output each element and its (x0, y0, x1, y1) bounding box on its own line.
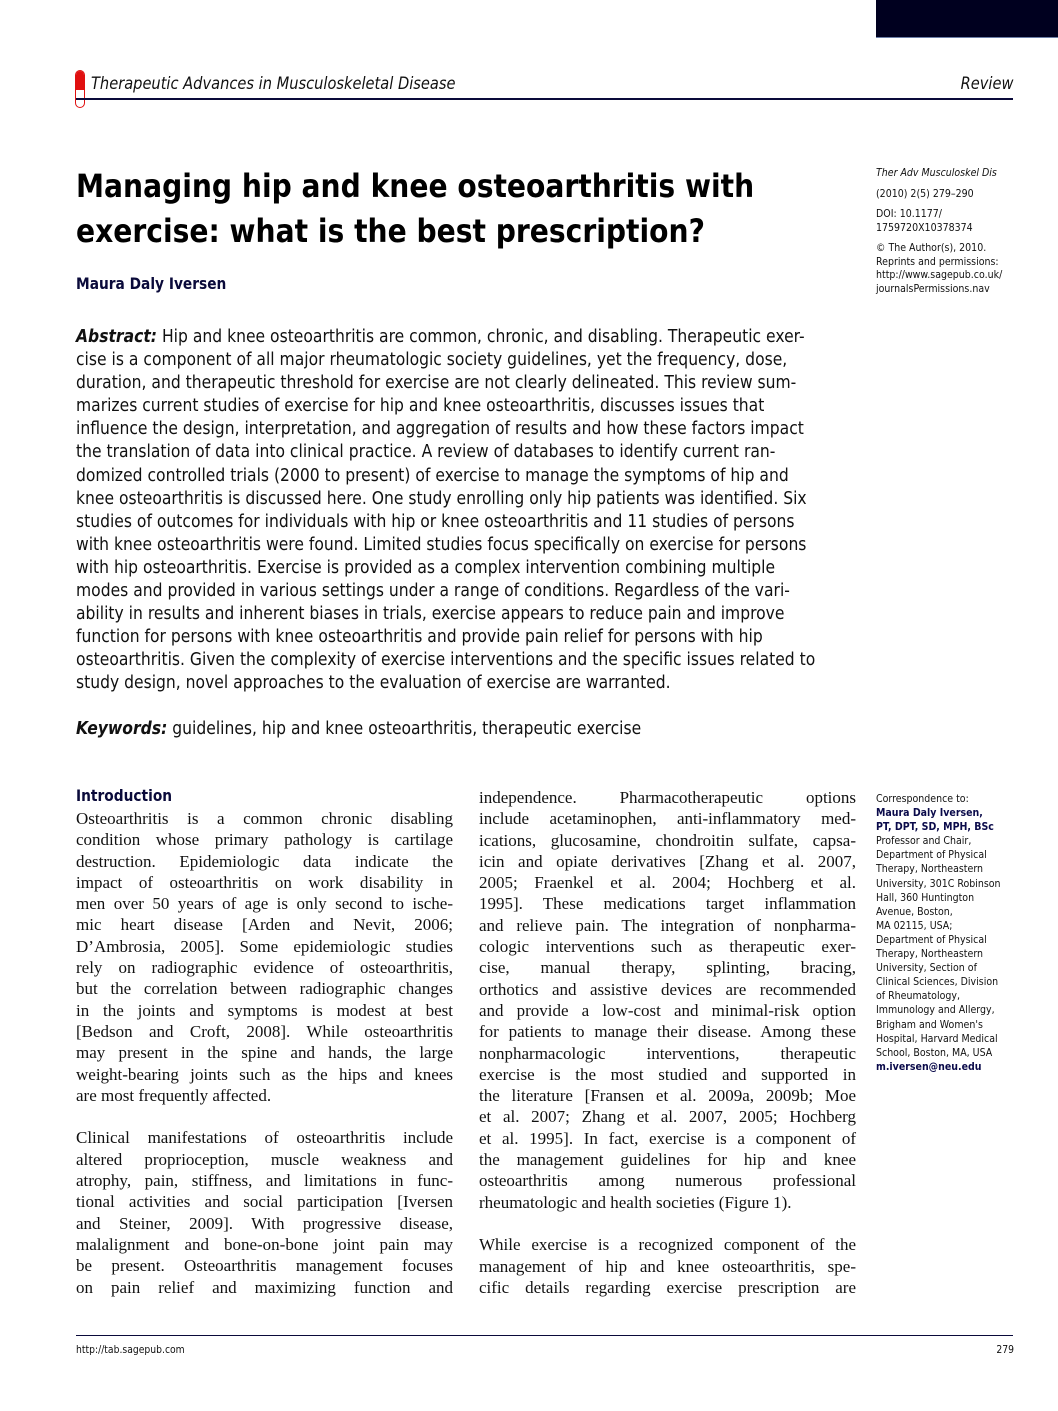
body-line: exercise is the most studied and supported in (479, 1064, 856, 1084)
correspondence-block (876, 792, 1038, 1074)
abstract-line: duration, and therapeutic threshold for exercise are not clearly delineated. This review sum- (76, 373, 797, 394)
body-line: and relieve pain. The integration of nonpharma- (479, 915, 856, 935)
abstract-line: osteoarthritis. Given the complexity of exercise interventions and the specific issues related to (76, 650, 816, 671)
address-line: Hall, 360 Huntington (876, 891, 975, 904)
body-line: Clinical manifestations of osteoarthritis include (76, 1128, 453, 1148)
permissions-link[interactable]: http://www.sagepub.co.uk/ journalsPermissions.nav (876, 269, 1003, 295)
address-line: Professor and Chair, (876, 835, 972, 848)
correspondence-name: Maura Daly Iversen, (876, 807, 983, 820)
body-line: tional activities and social participation [Iversen (76, 1192, 453, 1212)
page-number: 279 (996, 1344, 1014, 1356)
footer-url-link[interactable]: http://tab.sagepub.com (76, 1344, 185, 1356)
footer-rule (76, 1335, 1013, 1336)
body-line: management of hip and knee osteoarthritis, spe- (479, 1256, 856, 1276)
body-line: weight-bearing joints such as the hips and knees (76, 1064, 453, 1084)
article-title-line: Managing hip and knee osteoarthritis with (76, 167, 755, 205)
abstract-line: with hip osteoarthritis. Exercise is provided as a complex intervention combining multiple (76, 557, 776, 578)
body-line: in the joints and symptoms is modest at best (76, 1000, 453, 1020)
abstract-line: studies of outcomes for individuals with hip or knee osteoarthritis and 11 studies of persons (76, 511, 795, 532)
body-line: [Bedson and Croft, 2008]. While osteoarthritis (76, 1021, 453, 1041)
body-line: et al. 1995]. In fact, exercise is a component of (479, 1128, 856, 1148)
body-line: altered proprioception, muscle weakness and (76, 1149, 453, 1169)
address-line: University, Section of (876, 962, 977, 975)
body-line: cise, manual therapy, splinting, bracing, (479, 958, 856, 978)
body-line: impact of osteoarthritis on work disability in (76, 872, 453, 892)
body-line: ications, glucosamine, chondroitin sulfate, capsa- (479, 830, 856, 850)
address-line: University, 301C Robinson (876, 877, 1001, 890)
author-name: Maura Daly Iversen (76, 274, 227, 293)
body-line: mic heart disease [Arden and Nevit, 2006; (76, 915, 453, 935)
volume-info: (2010) 2(5) 279–290 (876, 187, 974, 200)
body-line: destruction. Epidemiologic data indicate the (76, 851, 453, 871)
address-line: Immunology and Allergy, (876, 1004, 995, 1017)
body-line: on pain relief and maximizing function and (76, 1277, 453, 1297)
address-line: MA 02115, USA; (876, 919, 953, 932)
abstract-label: Abstract: (76, 327, 158, 347)
address-line: Clinical Sciences, Division (876, 976, 999, 989)
abstract-line: influence the design, interpretation, and aggregation of results and how these factors impact (76, 419, 804, 440)
body-line: cific details regarding exercise prescription are (479, 1277, 856, 1297)
abstract-line: domized controlled trials (2000 to present) of exercise to manage the symptoms of hip and (76, 465, 789, 486)
body-line: Osteoarthritis is a common chronic disabling (76, 809, 453, 828)
abstract-line: modes and provided in various settings under a range of conditions. Regardless of the vari- (76, 581, 790, 602)
doi: DOI: 10.1177/ 1759720X10378374 (876, 208, 973, 234)
body-line: and Steiner, 2009]. With progressive disease, (76, 1213, 453, 1233)
address-line: Avenue, Boston, (876, 905, 953, 918)
correspondence-email-link[interactable]: m.iversen@neu.edu (876, 1060, 982, 1073)
body-line: rheumatologic and health societies (Figure 1). (479, 1192, 792, 1212)
body-line: the literature [Fransen et al. 2009a, 2009b; Moe (479, 1086, 856, 1106)
address-line: Therapy, Northeastern (876, 948, 984, 961)
body-line: nonpharmacologic interventions, therapeutic (479, 1043, 856, 1063)
address-line: of Rheumatology, (876, 990, 960, 1003)
body-line: be present. Osteoarthritis management focuses (76, 1256, 453, 1276)
abstract (76, 326, 857, 696)
corner-color-block (876, 0, 1058, 38)
keywords-label: Keywords: (76, 719, 168, 739)
address-line: Brigham and Women's (876, 1018, 983, 1031)
abstract-line: marizes current studies of exercise for hip and knee osteoarthritis, discusses issues that (76, 396, 765, 417)
body-line: include acetaminophen, anti-inflammatory med- (479, 809, 856, 829)
body-line: atrophy, pain, stiffness, and limitations in func- (76, 1171, 453, 1191)
address-line: Hospital, Harvard Medical (876, 1032, 998, 1045)
copyright: © The Author(s), 2010. (876, 242, 987, 254)
body-line: but the correlation between radiographic changes (76, 979, 453, 999)
abstract-line: ability in results and inherent biases in trials, exercise appears to reduce pain and improve (76, 604, 785, 625)
body-line: et al. 2007; Zhang et al. 2007, 2005; Hochberg (479, 1107, 856, 1127)
body-column-right (479, 787, 856, 1298)
article-title (76, 164, 850, 254)
article-type-label: Review (960, 74, 1013, 94)
body-line: D’Ambrosia, 2005]. Some epidemiologic studies (76, 936, 453, 956)
address-line: Therapy, Northeastern (876, 863, 984, 876)
article-title-line: exercise: what is the best prescription? (76, 212, 705, 250)
address-line: Department of Physical (876, 849, 987, 862)
body-column-left (76, 808, 453, 1298)
body-line: men over 50 years of age is only second to ische- (76, 894, 453, 914)
address-line: Department of Physical (876, 933, 987, 946)
body-line: condition whose primary pathology is cartilage (76, 830, 453, 850)
keywords (76, 719, 641, 739)
body-line: the management guidelines for hip and knee (479, 1150, 856, 1170)
body-line: orthotics and assistive devices are recommended (479, 979, 856, 999)
body-line: 1995]. These medications target inflammation (479, 894, 856, 914)
body-line: independence. Pharmacotherapeutic options (479, 788, 856, 807)
paragraph-gap (76, 1106, 453, 1127)
abstract-line: function for persons with knee osteoarthritis and provide pain relief for persons with hip (76, 627, 763, 648)
body-line: may present in the spine and hands, the large (76, 1043, 453, 1063)
body-line: While exercise is a recognized component of the (479, 1235, 856, 1255)
abstract-line: cise is a component of all major rheumatologic society guidelines, yet the frequency, dose, (76, 350, 788, 371)
correspondence-label: Correspondence to: (876, 793, 969, 805)
correspondence-credentials: PT, DPT, SD, MPH, BSc (876, 821, 994, 834)
journal-title: Therapeutic Advances in Musculoskeletal Disease (91, 74, 456, 94)
body-line: are most frequently affected. (76, 1085, 272, 1105)
body-line: cologic interventions such as therapeutic exer- (479, 937, 856, 957)
keywords-text: guidelines, hip and knee osteoarthritis, therapeutic exercise (167, 719, 642, 739)
paragraph-gap (479, 1213, 856, 1234)
body-line: for patients to manage their disease. Among these (479, 1022, 856, 1042)
abstract-line: with knee osteoarthritis were found. Limited studies focus specifically on exercise for persons (76, 534, 807, 555)
journal-abbreviation: Ther Adv Musculoskel Dis (876, 167, 997, 179)
abstract-line: Abstract: Hip and knee osteoarthritis are common, chronic, and disabling. Therapeutic exer- (76, 327, 805, 347)
body-line: icin and opiate derivatives [Zhang et al. 2007, (479, 851, 856, 871)
address-line: School, Boston, MA, USA (876, 1046, 993, 1059)
body-line: osteoarthritis among numerous professional (479, 1171, 856, 1191)
abstract-line: study design, novel approaches to the evaluation of exercise are warranted. (76, 673, 671, 694)
reprints-label: Reprints and permissions: (876, 255, 999, 268)
body-line: 2005; Fraenkel et al. 2004; Hochberg et al. (479, 873, 856, 893)
body-line: rely on radiographic evidence of osteoarthritis, (76, 958, 453, 978)
section-heading-introduction: Introduction (76, 786, 173, 805)
body-line: and provide a low-cost and minimal-risk option (479, 1000, 856, 1020)
citation-metadata (876, 167, 1038, 296)
abstract-line: the translation of data into clinical practice. A review of databases to identify current ran- (76, 442, 776, 463)
abstract-line: knee osteoarthritis is discussed here. One study enrolling only hip patients was identified. Six (76, 488, 807, 509)
body-line: malalignment and bone-on-bone joint pain may (76, 1234, 453, 1254)
